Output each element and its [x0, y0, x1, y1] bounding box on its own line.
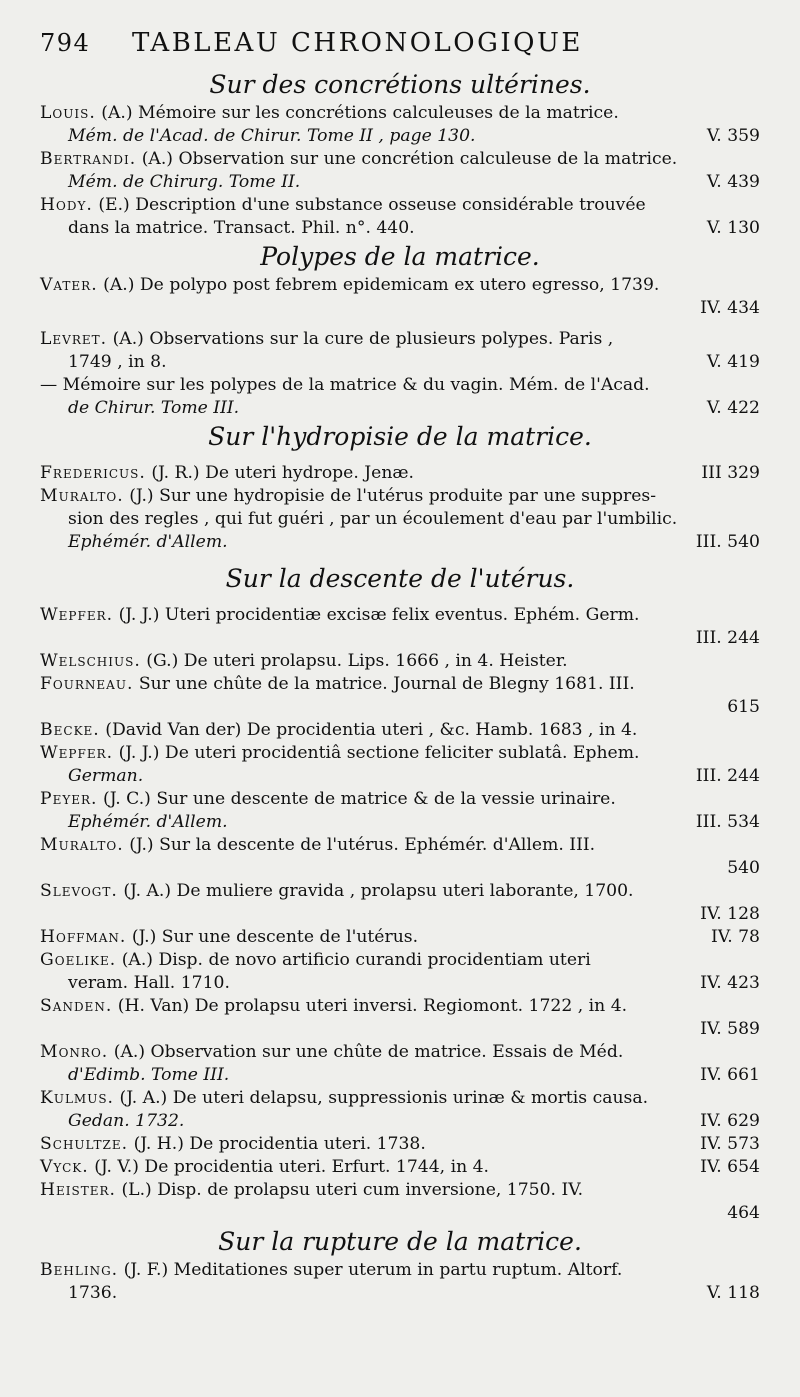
entry: Fourneau. Sur une chûte de la matrice. Journal de Blegny 1681. III. 615	[40, 674, 760, 717]
entry: Wepfer. (J. J.) De uteri procidentiâ sectione feliciter sublatâ. Ephem. German. III. 244	[40, 743, 760, 786]
entry: Muralto. (J.) Sur la descente de l'utérus. Ephémér. d'Allem. III. 540	[40, 835, 760, 878]
entry: Bertrandi. (A.) Observation sur une concrétion calculeuse de la matrice. Mém. de Chirurg. Tome II. V. 439	[40, 149, 760, 192]
entry: Monro. (A.) Observation sur une chûte de matrice. Essais de Méd. d'Edimb. Tome III. IV. 661	[40, 1042, 760, 1085]
entry: Muralto. (J.) Sur une hydropisie de l'utérus produite par une suppres- sion des regles , qui fut guéri , par un écoulement d'eau par l'umbilic. Ephémér. d'Allem. III. 540	[40, 486, 760, 552]
entry: Goelike. (A.) Disp. de novo artificio curandi procidentiam uteri veram. Hall. 1710. IV. 423	[40, 950, 760, 993]
entry: Louis. (A.) Mémoire sur les concrétions calculeuses de la matrice. Mém. de l'Acad. de Chirur. Tome II , page 130. V. 359	[40, 103, 760, 146]
entry: Vater. (A.) De polypo post febrem epidemicam ex utero egresso, 1739. IV. 434	[40, 275, 760, 318]
entry: Wepfer. (J. J.) Uteri procidentiæ excisæ felix eventus. Ephém. Germ. III. 244	[40, 605, 760, 648]
entry: Fredericus. (J. R.) De uteri hydrope. Jenæ. III 329	[40, 463, 760, 483]
entry: — Mémoire sur les polypes de la matrice & du vagin. Mém. de l'Acad. de Chirur. Tome III. V. 422	[40, 375, 760, 418]
entry: Schultze. (J. H.) De procidentia uteri. 1738. IV. 573	[40, 1134, 760, 1154]
section-title: Sur des concrétions ultérines.	[209, 70, 591, 99]
section-title: Polypes de la matrice.	[260, 242, 540, 271]
section-title: Sur l'hydropisie de la matrice.	[208, 422, 592, 451]
running-title: TABLEAU CHRONOLOGIQUE	[132, 28, 583, 58]
page-number: 794	[40, 29, 91, 57]
section-title: Sur la descente de l'utérus.	[225, 564, 575, 593]
entry: Hoffman. (J.) Sur une descente de l'utérus. IV. 78	[40, 927, 760, 947]
entry: Kulmus. (J. A.) De uteri delapsu, suppressionis urinæ & mortis causa. Gedan. 1732. IV. 629	[40, 1088, 760, 1131]
entry: Levret. (A.) Observations sur la cure de plusieurs polypes. Paris , 1749 , in 8. V. 419	[40, 329, 760, 372]
entry: Becke. (David Van der) De procidentia uteri , &c. Hamb. 1683 , in 4.	[40, 720, 638, 740]
entry: Behling. (J. F.) Meditationes super uterum in partu ruptum. Altorf. 1736. V. 118	[40, 1260, 760, 1303]
entry: Slevogt. (J. A.) De muliere gravida , prolapsu uteri laborante, 1700. IV. 128	[40, 881, 760, 924]
section-title: Sur la rupture de la matrice.	[218, 1227, 582, 1256]
running-head	[40, 28, 760, 68]
entry: Peyer. (J. C.) Sur une descente de matrice & de la vessie urinaire. Ephémér. d'Allem. III. 534	[40, 789, 760, 832]
entry: Welschius. (G.) De uteri prolapsu. Lips. 1666 , in 4. Heister.	[40, 651, 568, 671]
entry: Vyck. (J. V.) De procidentia uteri. Erfurt. 1744, in 4. IV. 654	[40, 1157, 760, 1177]
entry: Heister. (L.) Disp. de prolapsu uteri cum inversione, 1750. IV. 464	[40, 1180, 760, 1223]
entry: Sanden. (H. Van) De prolapsu uteri inversi. Regiomont. 1722 , in 4. IV. 589	[40, 996, 760, 1039]
entry: Hody. (E.) Description d'une substance osseuse considérable trouvée dans la matrice. Transact. Phil. n°. 440. V. 130	[40, 195, 760, 238]
